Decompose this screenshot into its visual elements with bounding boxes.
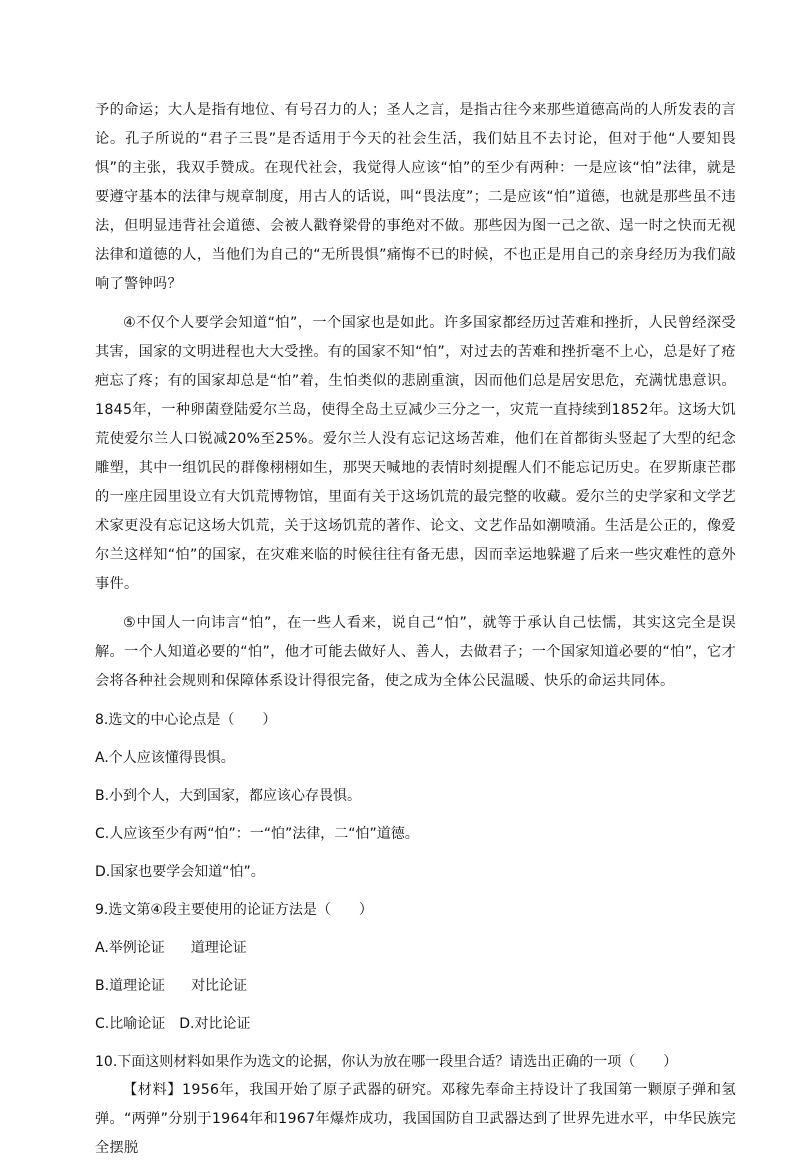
paragraph-3-continued: 予的命运；大人是指有地位、有号召力的人；圣人之言，是指古往今来那些道德高尚的人所发表的言论。孔子所说的“君子三畏”是否适用于今天的社会生活，我们姑且不去讨论，但对于他“人要知畏惧”的主张，我双手赞成。在现代社会，我觉得人应该“怕”的至少有两种：一是应该“怕”法律，就是要遵守基本的法律与规章制度，用古人的话说，叫“畏法度”；二是应该“怕”道德，也就是那些虽不违法，但明显违背社会道德、会被人戳脊梁骨的事绝对不做。那些因为图一己之欲、逞一时之快而无视法律和道德的人，当他们为自己的“无所畏惧”痛悔不已的时候，不也正是用自己的亲身经历为我们敲响了警钟吗？: [95, 102, 736, 292]
question-8-stem: 8.选文的中心论点是（ ）: [95, 712, 277, 728]
option-text: 道理论证: [190, 940, 247, 956]
option-text: C.比喻论证: [95, 1016, 166, 1032]
option-text: 对比论证: [191, 978, 248, 994]
question-9-option-row-2: [95, 976, 736, 996]
question-10: [95, 1052, 736, 1163]
option-text: B.道理论证: [95, 978, 166, 994]
paragraph-4: ④不仅个人要学会知道“怕”，一个国家也是如此。许多国家都经历过苦难和挫折，人民曾经深受其害，国家的文明进程也大大受挫。有的国家不知“怕”，对过去的苦难和挫折毫不上心，总是好了疮疤忘了疼；有的国家却总是“怕”着，生怕类似的悲剧重演，因而他们总是居安思危，充满忧患意识。1845年，一种卵菌登陆爱尔兰岛，使得全岛土豆减少三分之一，灾荒一直持续到1852年。这场大饥荒使爱尔兰人口锐减20%至25%。爱尔兰人没有忘记这场苦难，他们在首都街头竖起了大型的纪念雕塑，其中一组饥民的群像栩栩如生，那哭天喊地的表情时刻提醒人们不能忘记历史。在罗斯康芒郡的一座庄园里设立有大饥荒博物馆，里面有关于这场饥荒的最完整的收藏。爱尔兰的史学家和文学艺术家更没有忘记这场大饥荒，关于这场饥荒的著作、论文、文艺作品如潮喷涌。生活是公正的，像爱尔兰这样知“怕”的国家，在灾难来临的时候往往有备无患，因而幸运地躲避了后来一些灾难性的意外事件。: [95, 315, 736, 592]
question-9-stem: 9.选文第④段主要使用的论证方法是（ ）: [95, 902, 373, 918]
question-8: [95, 710, 736, 882]
option-text: D.对比论证: [179, 1016, 251, 1032]
question-10-stem: 10.下面这则材料如果作为选文的论据，你认为放在哪一段里合适？请选出正确的一项（ ）: [95, 1054, 678, 1070]
question-9-option-row-1: [95, 938, 736, 958]
paragraph-5: ⑤中国人一向讳言“怕”，在一些人看来，说自己“怕”，就等于承认自己怯懦，其实这完全是误解。一个人知道必要的“怕”，他才可能去做好人、善人，去做君子；一个国家知道必要的“怕”，它才会将各种社会规则和保障体系设计得很完备，使之成为全体公民温暖、快乐的命运共同体。: [95, 615, 736, 689]
option-text: A.举例论证: [95, 940, 165, 956]
question-9-option-row-3: [95, 1014, 736, 1034]
question-8-option-d: D.国家也要学会知道“怕”。: [95, 864, 265, 880]
question-9: [95, 900, 736, 1034]
question-8-option-a: A.个人应该懂得畏惧。: [95, 750, 235, 766]
question-8-option-c: C.人应该至少有两“怕”：一“怕”法律，二“怕”道德。: [95, 826, 419, 842]
question-8-option-b: B.小到个人，大到国家，都应该心存畏惧。: [95, 788, 362, 804]
question-10-material: 【材料】1956年，我国开始了原子武器的研究。邓稼先奉命主持设计了我国第一颗原子弹和氢弹。“两弹”分别于1964年和1967年爆炸成功，我国国防自卫武器达到了世界先进水平，中华民族完全摆脱: [95, 1082, 736, 1156]
